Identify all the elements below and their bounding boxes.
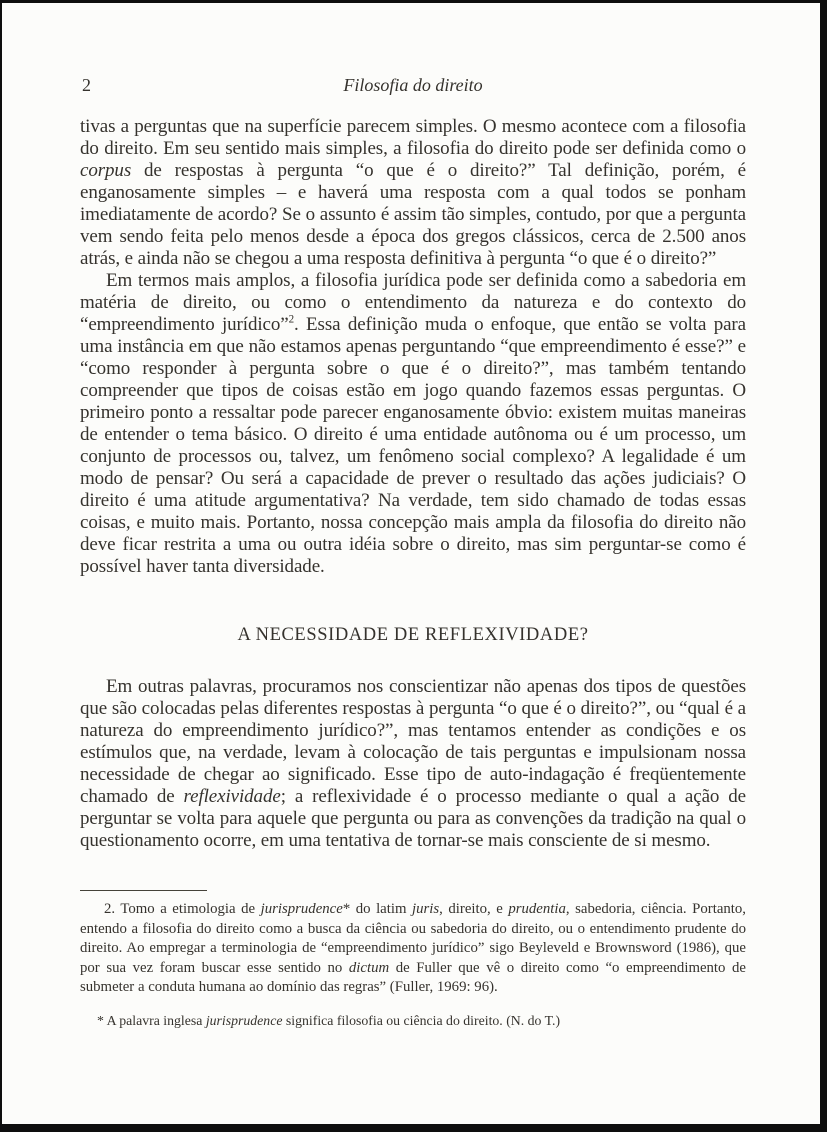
paragraph-3: Em outras palavras, procuramos nos conscientizar não apenas dos tipos de questões que são colocadas pelas diferentes respostas à pergunta “o que é o direito?”, ou “qual é a natureza do empreendimento jurídico?”, mas tentamos entender as condições e os estímulos que, na verdade, levam à colocação de tais perguntas e impulsionam nossa necessidade de chegar ao significado. Esse tipo de auto-indagação é freqüentemente chamado de reflexividade; a reflexividade é o processo mediante o qual a ação de perguntar se volta para aquele que pergunta ou para as convenções da tradição na qual o questionamento ocorre, em uma tentativa de tornar-se mais consciente de si mesmo. — [80, 676, 746, 851]
page-number: 2 — [82, 75, 91, 95]
running-header — [80, 74, 746, 96]
section-heading: A NECESSIDADE DE REFLEXIVIDADE? — [237, 625, 589, 645]
footnote-separator-rule — [80, 890, 207, 891]
scan-edge-top — [0, 0, 827, 3]
scan-edge-bottom — [0, 1124, 827, 1132]
scan-edge-left — [0, 0, 2, 1132]
running-title: Filosofia do direito — [343, 75, 483, 95]
footnotes-section — [80, 890, 746, 1030]
paragraph-2: Em termos mais amplos, a filosofia jurídica pode ser definida como a sabedoria em matéria de direito, ou como o entendimento da natureza e do contexto do “empreendimento jurídico”$^2$. Essa definição muda o enfoque, que então se volta para uma instância em que não estamos apenas perguntando “que empreendimento é esse?” e “como responder à pergunta sobre o que é o direito?”, mas também tentando compreender que tipos de coisas estão em jogo quando fazemos essas perguntas. O primeiro ponto a ressaltar pode parecer enganosamente óbvio: existem muitas maneiras de entender o tema básico. O direito é uma entidade autônoma ou é um processo, um conjunto de processos ou, talvez, um fenômeno social complexo? A legalidade é um modo de pensar? Ou será a capacidade de prever o resultado das ações judiciais? O direito é uma atitude argumentativa? Na verdade, tem sido chamado de todas essas coisas, e muito mais. Portanto, nossa concepção mais ampla da filosofia do direito não deve ficar restrita a uma ou outra idéia sobre o direito, mas sim perguntar-se como é possível haver tanta diversidade. — [80, 270, 746, 577]
translator-note: * A palavra inglesa jurisprudence significa filosofia ou ciência do direito. (N. do T.) — [97, 1012, 561, 1028]
paragraph-1: tivas a perguntas que na superfície parecem simples. O mesmo acontece com a filosofia do direito. Em seu sentido mais simples, a filosofia do direito pode ser definida como o corpus de respostas à pergunta “o que é o direito?” Tal definição, porém, é enganosamente simples – e haverá uma resposta com a qual todos se ponham imediatamente de acordo? Se o assunto é assim tão simples, contudo, por que a pergunta vem sendo feita pelo menos desde a época dos gregos clássicos, cerca de 2.500 anos atrás, e ainda não se chegou a uma resposta definitiva à pergunta “o que é o direito?” — [80, 116, 746, 269]
footnote-2: 2. Tomo a etimologia de jurisprudence* do latim juris, direito, e prudentia, sabedoria, ciência. Portanto, entendo a filosofia do direito como a busca da ciência ou sabedoria do direito, ou o entendimento prudente do direito. Ao empregar a terminologia de “empreendimento jurídico” sigo Beyleveld e Brownsword (1986), que por sua vez foram buscar esse sentido no dictum de Fuller que vê o direito como “o empreendimento de submeter a conduta humana ao domínio das regras” (Fuller, 1969: 96). — [80, 901, 746, 995]
page-content — [80, 74, 746, 1030]
scan-edge-right — [820, 0, 827, 1132]
